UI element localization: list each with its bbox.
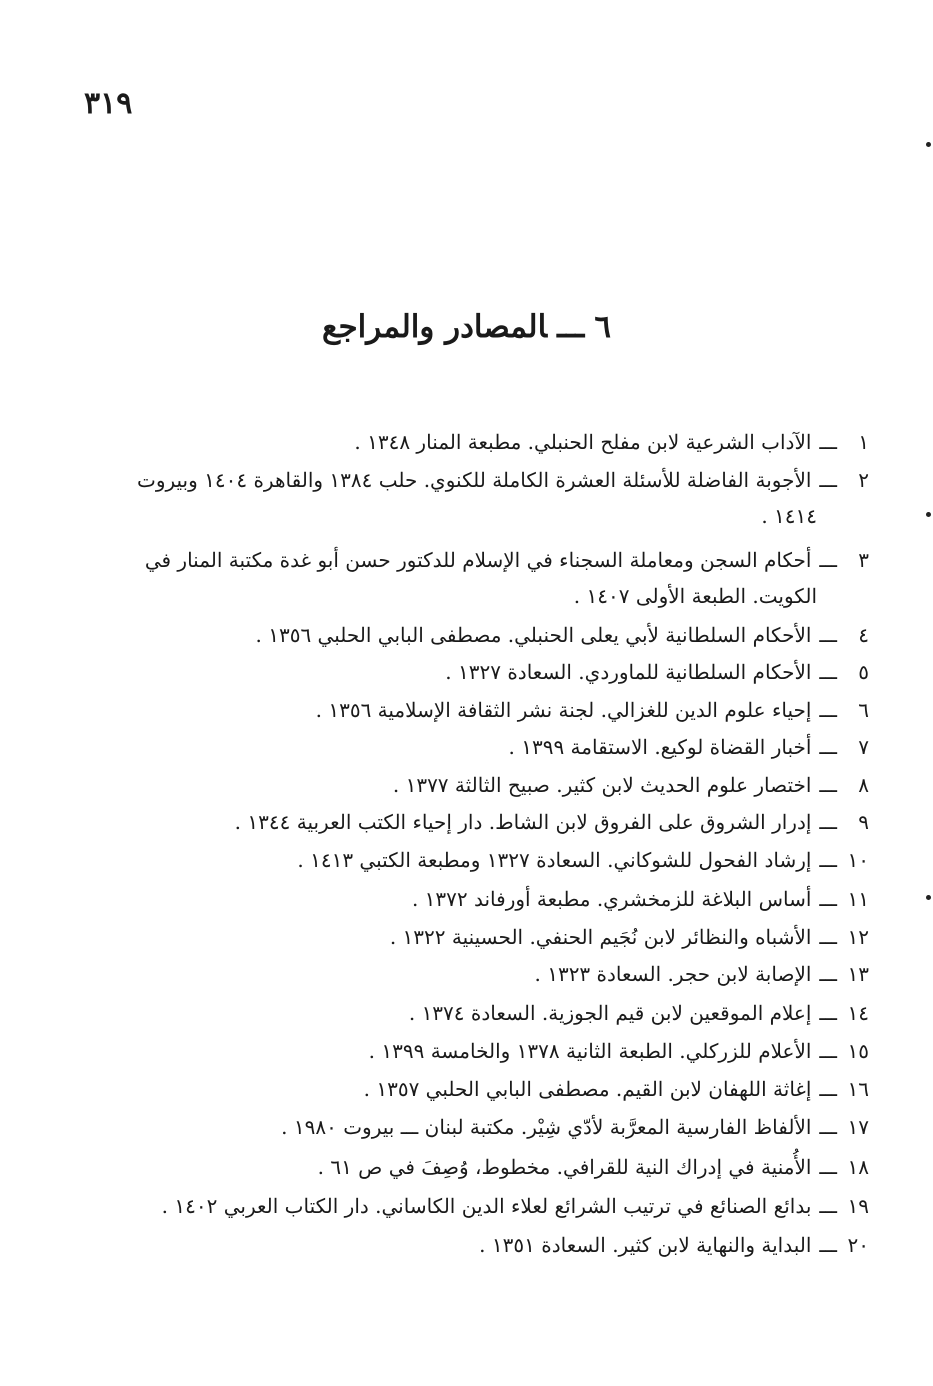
scan-mark <box>926 142 931 147</box>
page-number: ٣١٩ <box>84 86 133 121</box>
reference-text: الألفاظ الفارسية المعرَّبة لأدّي شِيْر. مكتبة لبنان ـــ بيروت ١٩٨٠ . <box>281 1115 812 1139</box>
reference-number: ١٠ <box>847 848 869 872</box>
reference-item <box>445 654 869 690</box>
reference-dash: ـــ <box>819 925 837 949</box>
reference-item <box>297 842 869 878</box>
reference-dash: ـــ <box>819 1001 837 1025</box>
reference-text: إرشاد الفحول للشوكاني. السعادة ١٣٢٧ ومطبعة الكتبي ١٤١٣ . <box>297 848 812 872</box>
section-dash: ـــ <box>557 309 585 345</box>
reference-number: ١٨ <box>847 1155 869 1179</box>
reference-item <box>281 1109 869 1145</box>
reference-number: ٨ <box>858 773 869 797</box>
reference-number: ١٩ <box>847 1194 869 1218</box>
reference-text: الآداب الشرعية لابن مفلح الحنبلي. مطبعة المنار ١٣٤٨ . <box>354 430 812 454</box>
reference-item <box>369 1033 869 1069</box>
reference-item <box>534 956 869 992</box>
reference-text: اختصار علوم الحديث لابن كثير. صبيح الثالثة ١٣٧٧ . <box>392 773 812 797</box>
reference-item <box>235 804 869 840</box>
reference-text: إحياء علوم الدين للغزالي. لجنة نشر الثقافة الإسلامية ١٣٥٦ . <box>315 698 812 722</box>
reference-dash: ـــ <box>819 735 837 759</box>
reference-text: الأحكام السلطانية للماوردي. السعادة ١٣٢٧ . <box>445 660 812 684</box>
reference-text: البداية والنهاية لابن كثير. السعادة ١٣٥١ . <box>479 1233 812 1257</box>
reference-number: ٢٠ <box>847 1233 869 1257</box>
reference-dash: ـــ <box>819 1039 837 1063</box>
reference-dash: ـــ <box>819 848 837 872</box>
section-number: ٦ <box>594 309 611 345</box>
reference-text: الأشباه والنظائر لابن نُجَيم الحنفي. الحسينية ١٣٢٢ . <box>389 925 812 949</box>
reference-dash: ـــ <box>819 887 837 911</box>
reference-item <box>393 767 869 803</box>
reference-item <box>162 1188 869 1224</box>
reference-number: ٥ <box>858 660 869 684</box>
reference-text: أحكام السجن ومعاملة السجناء في الإسلام للدكتور حسن أبو غدة مكتبة المنار في <box>144 548 812 572</box>
scan-mark <box>926 512 931 517</box>
reference-number: ١١ <box>847 887 869 911</box>
reference-dash: ـــ <box>819 773 837 797</box>
reference-number: ٤ <box>858 623 869 647</box>
reference-item <box>409 995 869 1031</box>
reference-number: ١٦ <box>847 1077 869 1101</box>
reference-number: ١٣ <box>847 962 869 986</box>
reference-item <box>137 462 869 534</box>
reference-dash: ـــ <box>819 548 837 572</box>
reference-text: إغاثة اللهفان لابن القيم. مصطفى البابي الحلبي ١٣٥٧ . <box>363 1077 812 1101</box>
reference-dash: ـــ <box>819 1233 837 1257</box>
reference-dash: ـــ <box>819 468 837 492</box>
reference-dash: ـــ <box>819 698 837 722</box>
reference-number: ٩ <box>858 810 869 834</box>
reference-number: ٦ <box>858 698 869 722</box>
reference-text: أخبار القضاة لوكيع. الاستقامة ١٣٩٩ . <box>508 735 812 759</box>
reference-dash: ـــ <box>819 430 837 454</box>
reference-text: الأُمنية في إدراك النية للقرافي. مخطوط، وُصِفَ في ص ٦١ . <box>317 1155 812 1179</box>
reference-item <box>390 919 869 955</box>
reference-number: ١٢ <box>847 925 869 949</box>
reference-dash: ـــ <box>819 1155 837 1179</box>
reference-text-continuation: الكويت. الطبعة الأولى ١٤٠٧ . <box>573 584 817 608</box>
reference-number: ٣ <box>858 548 869 572</box>
reference-item <box>145 542 869 614</box>
reference-item <box>509 729 869 765</box>
reference-text: الأحكام السلطانية لأبي يعلى الحنبلي. مصطفى البابي الحلبي ١٣٥٦ . <box>255 623 812 647</box>
reference-dash: ـــ <box>819 1115 837 1139</box>
reference-text: الإصابة لابن حجر. السعادة ١٣٢٣ . <box>534 962 812 986</box>
reference-text: إعلام الموقعين لابن قيم الجوزية. السعادة ١٣٧٤ . <box>408 1001 812 1025</box>
reference-number: ١٥ <box>847 1039 869 1063</box>
reference-item <box>318 1149 869 1185</box>
reference-item <box>316 692 869 728</box>
reference-item <box>256 617 870 653</box>
reference-number: ٧ <box>858 735 869 759</box>
reference-text: الأعلام للزركلي. الطبعة الثانية ١٣٧٨ والخامسة ١٣٩٩ . <box>368 1039 812 1063</box>
reference-item <box>479 1227 869 1263</box>
reference-item <box>354 424 869 460</box>
reference-text: الأجوبة الفاضلة للأسئلة العشرة الكاملة للكنوي. حلب ١٣٨٤ والقاهرة ١٤٠٤ وبيروت <box>136 468 812 492</box>
reference-dash: ـــ <box>819 623 837 647</box>
reference-item <box>412 881 869 917</box>
reference-number: ١٧ <box>847 1115 869 1139</box>
reference-dash: ـــ <box>819 810 837 834</box>
reference-number: ٢ <box>858 468 869 492</box>
reference-item <box>364 1071 869 1107</box>
reference-dash: ـــ <box>819 1077 837 1101</box>
reference-text-continuation: ١٤١٤ . <box>761 504 817 528</box>
reference-number: ١٤ <box>847 1001 869 1025</box>
reference-dash: ـــ <box>819 660 837 684</box>
reference-text: أساس البلاغة للزمخشري. مطبعة أورفاند ١٣٧٢ . <box>411 887 812 911</box>
scan-mark <box>926 895 931 900</box>
reference-text: إدرار الشروق على الفروق لابن الشاط. دار إحياء الكتب العربية ١٣٤٤ . <box>234 810 812 834</box>
reference-number: ١ <box>858 430 869 454</box>
section-title: المصادر والمراجع <box>322 309 548 345</box>
reference-text: بدائع الصنائع في ترتيب الشرائع لعلاء الدين الكاساني. دار الكتاب العربي ١٤٠٢ . <box>161 1194 812 1218</box>
reference-dash: ـــ <box>819 962 837 986</box>
reference-dash: ـــ <box>819 1194 837 1218</box>
